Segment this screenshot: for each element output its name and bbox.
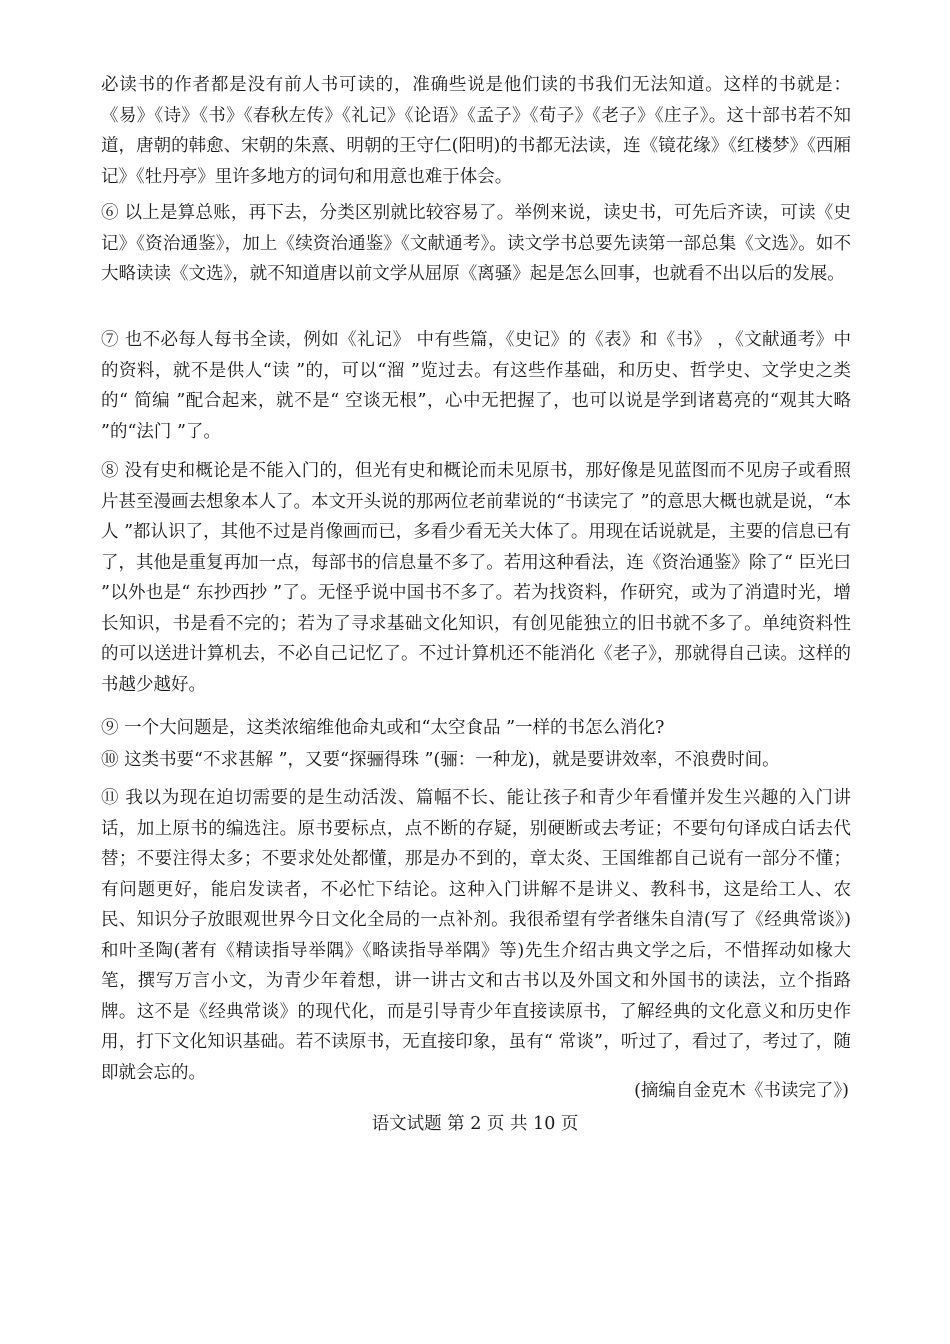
source-citation: (摘编自金克木《书读完了》) [634, 1081, 849, 1101]
paragraph-intro: 必读书的作者都是没有前人书可读的，准确些说是他们读的书我们无法知道。这样的书就是：《易》《诗》《书》《春秋左传》《礼记》《论语》《孟子》《荀子》《老子》《庄子》。这十部书若不知道，唐朝的韩愈、宋朝的朱熹、明朝的王守仁(阳明)的书都无法读，连《镜花缘》《红楼梦》《西厢记》《牡丹亭》里许多地方的词句和用意也难于体会。 [101, 75, 851, 187]
paragraph-6: ⑥ 以上是算总账，再下去，分类区别就比较容易了。举例来说，读史书，可先后齐读，可读《史记》《资治通鉴》，加上《续资治通鉴》《文献通考》。读文学书总要先读第一部总集《文选》。如不大略读读《文选》，就不知道唐以前文学从屈原《离骚》起是怎么回事，也就看不出以后的发展。 [101, 203, 851, 284]
paragraph-10: ⑩ 这类书要“不求甚解 ”，又要“探骊得珠 ”(骊：一种龙)，就是要讲效率，不浪费时间。 [101, 750, 780, 770]
page-footer: 语文试题 第 2 页 共 10 页 [371, 1114, 579, 1134]
paragraph-11: ⑪ 我以为现在迫切需要的是生动活泼、篇幅不长、能让孩子和青少年看懂并发生兴趣的入门讲话，加上原书的编选注。原书要标点，点不断的存疑，别硬断或去考证；不要句句译成白话去代替；不要注得太多；不要求处处都懂，那是办不到的，章太炎、王国维都自己说有一部分不懂；有问题更好，能启发读者，不必忙下结论。这种入门讲解不是讲义、教科书，这是给工人、农民、知识分子放眼观世界今日文化全局的一点补剂。我很希望有学者继朱自清(写了《经典常谈》)和叶圣陶(著有《精读指导举隅》《略读指导举隅》等)先生介绍古典文学之后，不惜挥动如椽大笔，撰写万言小文，为青少年着想，讲一讲古文和古书以及外国文和外国书的读法，立个指路牌。这不是《经典常谈》的现代化，而是引导青少年直接读原书，了解经典的文化意义和历史作用，打下文化知识基础。若不读原书，无直接印象，虽有“ 常谈”，听过了，看过了，考过了，随即就会忘的。 [101, 788, 851, 1083]
paragraph-9: ⑨ 一个大问题是，这类浓缩维他命丸或和“太空食品 ”一样的书怎么消化? [101, 718, 665, 738]
paragraph-8: ⑧ 没有史和概论是不能入门的，但光有史和概论而未见原书，那好像是见蓝图而不见房子或看照片甚至漫画去想象本人了。本文开头说的那两位老前辈说的“书读完了 ”的意思大概也就是说，“本人 ”都认识了，其他不过是肖像画而已，多看少看无关大体了。用现在话说就是，主要的信息已有了，其他是重复再加一点，每部书的信息量不多了。若用这种看法，连《资治通鉴》除了“ 臣光曰 ”以外也是“ 东抄西抄 ”了。无怪乎说中国书不多了。若为找资料，作研究，或为了消遣时光，增长知识，书是看不完的；若为了寻求基础文化知识，有创见能独立的旧书就不多了。单纯资料性的可以送进计算机去，不必自己记忆了。不过计算机还不能消化《老子》，那就得自己读。这样的书越少越好。 [101, 461, 851, 695]
paragraph-7: ⑦ 也不必每人每书全读，例如《礼记》 中有些篇，《史记》的《表》和《书》 ，《文献通考》中的资料，就不是供人“读 ”的，可以“溜 ”览过去。有这些作基础，和历史、哲学史、文学史之类的“ 简编 ”配合起来，就不是“ 空谈无根”，心中无把握了，也可以说是学到诸葛亮的“观其大略 ”的“法门 ”了。 [101, 330, 851, 442]
